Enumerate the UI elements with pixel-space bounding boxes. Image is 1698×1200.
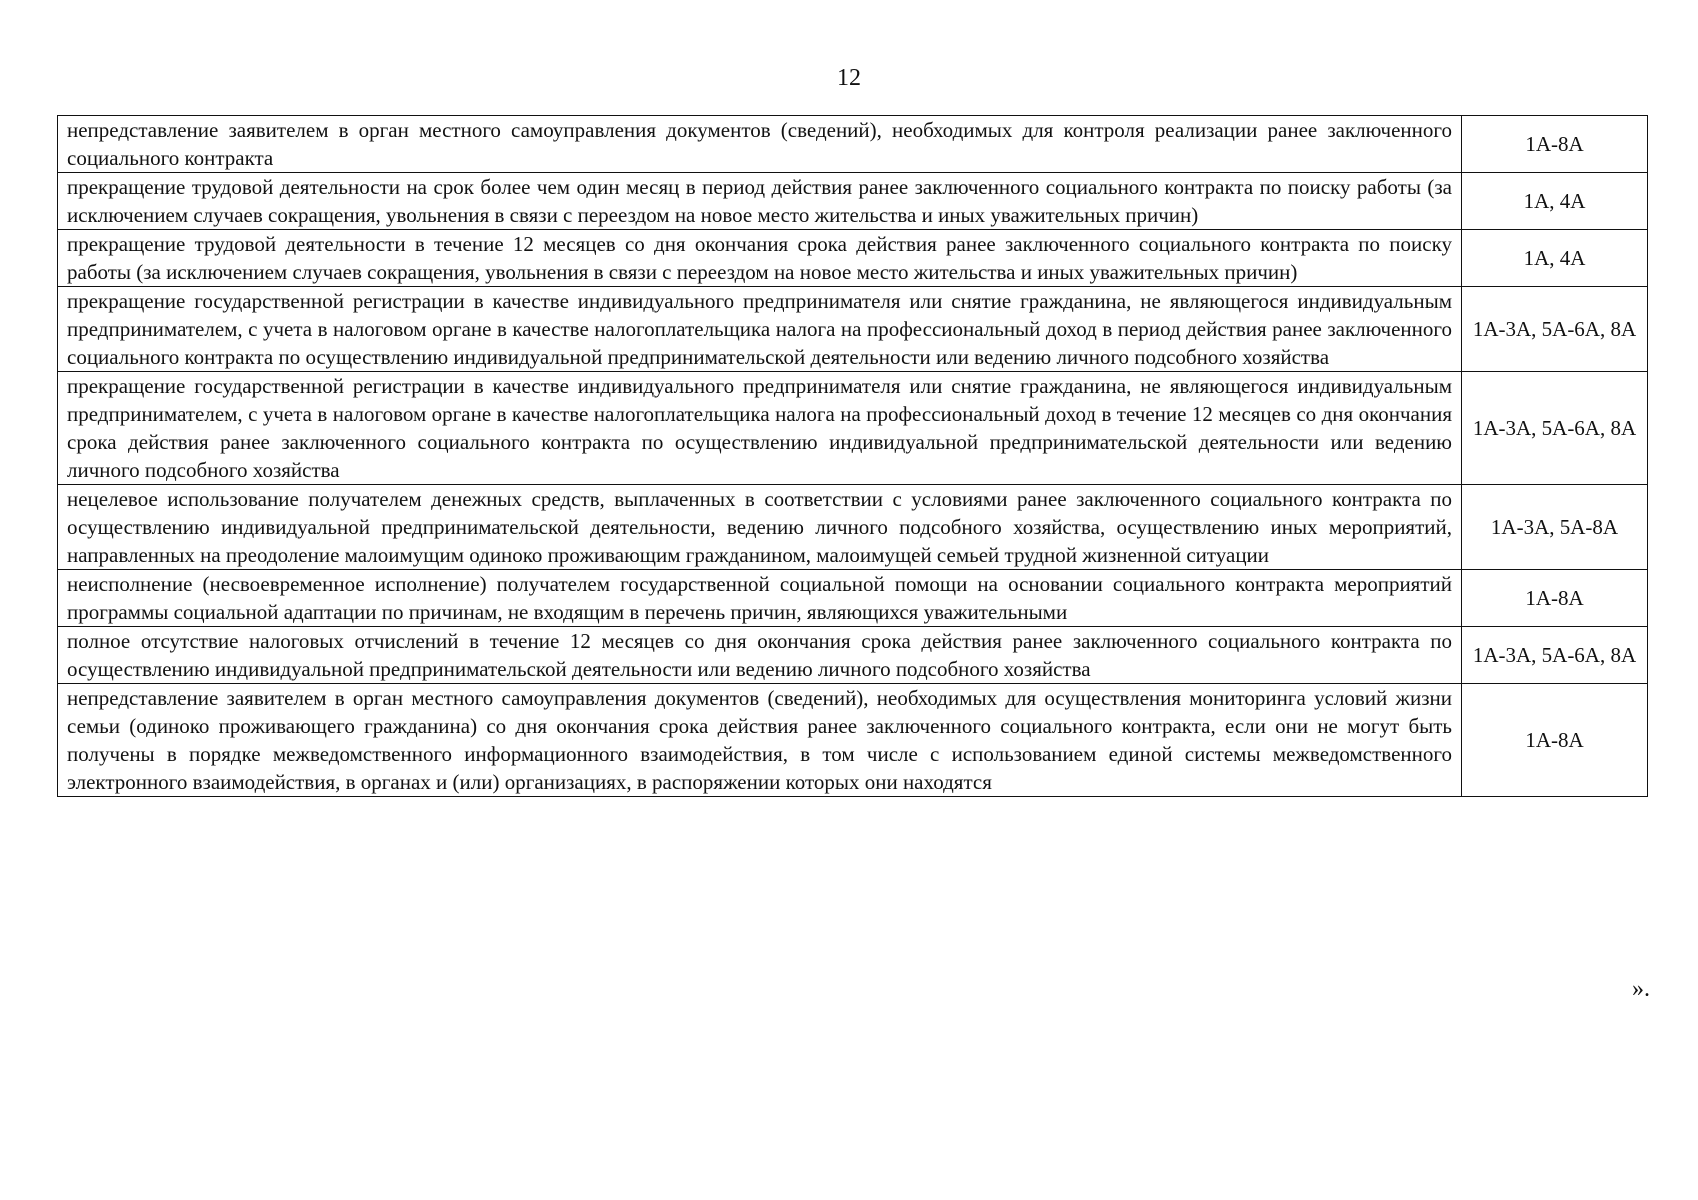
row-description: непредставление заявителем в орган местного самоуправления документов (сведений), необходимых для осуществления мониторинга условий жизни семьи (одиноко проживающего гражданина) со дня окончания срока действия ранее заключенного социального контракта, если они не могут быть получены в порядке межведомственного информационного взаимодействия, в том числе с использованием единой системы межведомственного электронного взаимодействия, в органах и (или) организациях, в распоряжении которых они находятся <box>58 684 1462 797</box>
row-code: 1А-3А, 5А-6А, 8А <box>1462 372 1648 485</box>
row-description: нецелевое использование получателем денежных средств, выплаченных в соответствии с условиями ранее заключенного социального контракта по осуществлению индивидуальной предпринимательской деятельности, ведению личного подсобного хозяйства, осуществлению иных мероприятий, направленных на преодоление малоимущим одиноко проживающим гражданином, малоимущей семьей трудной жизненной ситуации <box>58 485 1462 570</box>
row-code: 1А-3А, 5А-6А, 8А <box>1462 287 1648 372</box>
table-row <box>58 287 1648 372</box>
grounds-table <box>57 115 1648 797</box>
row-code: 1А-8А <box>1462 684 1648 797</box>
row-code: 1А-3А, 5А-8А <box>1462 485 1648 570</box>
row-description: полное отсутствие налоговых отчислений в течение 12 месяцев со дня окончания срока действия ранее заключенного социального контракта по осуществлению индивидуальной предпринимательской деятельности или ведению личного подсобного хозяйства <box>58 627 1462 684</box>
closing-quote-mark: ». <box>1632 976 1650 1002</box>
row-description: прекращение трудовой деятельности в течение 12 месяцев со дня окончания срока действия ранее заключенного социального контракта по поиску работы (за исключением случаев сокращения, увольнения в связи с переездом на новое место жительства и иных уважительных причин) <box>58 230 1462 287</box>
table-row <box>58 570 1648 627</box>
page-number: 12 <box>837 65 861 91</box>
table-row <box>58 173 1648 230</box>
row-description: прекращение государственной регистрации в качестве индивидуального предпринимателя или снятие гражданина, не являющегося индивидуальным предпринимателем, с учета в налоговом органе в качестве налогоплательщика налога на профессиональный доход в период действия ранее заключенного социального контракта по осуществлению индивидуальной предпринимательской деятельности или ведению личного подсобного хозяйства <box>58 287 1462 372</box>
row-code: 1А-8А <box>1462 116 1648 173</box>
row-description: прекращение государственной регистрации в качестве индивидуального предпринимателя или снятие гражданина, не являющегося индивидуальным предпринимателем, с учета в налоговом органе в качестве налогоплательщика налога на профессиональный доход в течение 12 месяцев со дня окончания срока действия ранее заключенного социального контракта по осуществлению индивидуальной предпринимательской деятельности или ведению личного подсобного хозяйства <box>58 372 1462 485</box>
row-code: 1А-3А, 5А-6А, 8А <box>1462 627 1648 684</box>
row-description: непредставление заявителем в орган местного самоуправления документов (сведений), необходимых для контроля реализации ранее заключенного социального контракта <box>58 116 1462 173</box>
row-code: 1А-8А <box>1462 570 1648 627</box>
row-description: прекращение трудовой деятельности на срок более чем один месяц в период действия ранее заключенного социального контракта по поиску работы (за исключением случаев сокращения, увольнения в связи с переездом на новое место жительства и иных уважительных причин) <box>58 173 1462 230</box>
table-row <box>58 116 1648 173</box>
row-code: 1А, 4А <box>1462 230 1648 287</box>
table-row <box>58 485 1648 570</box>
table-row <box>58 627 1648 684</box>
table-row <box>58 372 1648 485</box>
table-row <box>58 230 1648 287</box>
table-row <box>58 684 1648 797</box>
row-description: неисполнение (несвоевременное исполнение) получателем государственной социальной помощи на основании социального контракта мероприятий программы социальной адаптации по причинам, не входящим в перечень причин, являющихся уважительными <box>58 570 1462 627</box>
row-code: 1А, 4А <box>1462 173 1648 230</box>
